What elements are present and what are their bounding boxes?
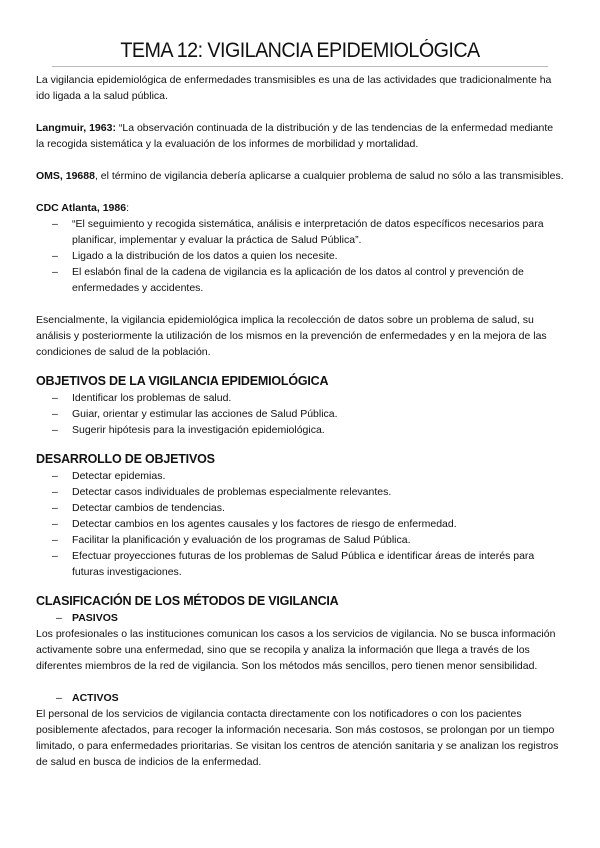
list-item: – Efectuar proyecciones futuras de los problemas de Salud Pública e identificar áreas de interés para futuras investigaciones. bbox=[72, 548, 564, 580]
cdc-list bbox=[36, 216, 564, 296]
list-item: – Sugerir hipótesis para la investigación epidemiológica. bbox=[72, 422, 564, 438]
langmuir-paragraph bbox=[36, 120, 564, 152]
objetivos-heading: OBJETIVOS DE LA VIGILANCIA EPIDEMIOLÓGICA bbox=[36, 374, 329, 388]
desarrollo-list bbox=[36, 468, 564, 580]
clasificacion-heading: CLASIFICACIÓN DE LOS MÉTODOS DE VIGILANCIA bbox=[36, 594, 339, 608]
cdc-suffix: : bbox=[126, 202, 129, 214]
list-item: – “El seguimiento y recogida sistemática, análisis e interpretación de datos específicos necesarios para planificar, implementar y evaluar la práctica de Salud Pública”. bbox=[72, 216, 564, 248]
objetivos-list bbox=[36, 390, 564, 438]
activos-paragraph: El personal de los servicios de vigilancia contacta directamente con los notificadores o con los pacientes posiblemente afectados, para recoger la información necesaria. Son más costosos, se prolongan por un tiempo limitado, o para enfermedades prioritarias. Se visitan los centros de atención sanitaria y se analizan los registros de salud en busca de indicios de la enfermedad. bbox=[36, 708, 559, 768]
summary-paragraph: Esencialmente, la vigilancia epidemiológica implica la recolección de datos sobre un problema de salud, su análisis y posteriormente la utilización de los mismos en la prevención de enfermedades y en la mejora de las condiciones de salud de la población. bbox=[36, 314, 547, 358]
list-item: – Facilitar la planificación y evaluación de los programas de Salud Pública. bbox=[72, 532, 564, 548]
list-item: – Detectar cambios de tendencias. bbox=[72, 500, 564, 516]
oms-text: , el término de vigilancia debería aplicarse a cualquier problema de salud no sólo a las transmisibles. bbox=[94, 170, 564, 182]
list-item: – Guiar, orientar y estimular las acciones de Salud Pública. bbox=[72, 406, 564, 422]
cdc-heading bbox=[36, 200, 564, 216]
pasivos-paragraph: Los profesionales o las instituciones comunican los casos a los servicios de vigilancia. No se busca información activamente sobre una enfermedad, sino que se recopila y analiza la información que llega a través de los diferentes miembros de la red de vigilancia. Son los métodos más sencillos, pero tienen menor sensibilidad. bbox=[36, 628, 556, 672]
desarrollo-heading: DESARROLLO DE OBJETIVOS bbox=[36, 452, 215, 466]
list-item: – Ligado a la distribución de los datos a quien los necesite. bbox=[72, 248, 564, 264]
page-title: TEMA 12: VIGILANCIA EPIDEMIOLÓGICA bbox=[52, 38, 548, 67]
oms-label: OMS, 19688 bbox=[36, 170, 95, 182]
cdc-label: CDC Atlanta, 1986 bbox=[36, 202, 127, 214]
intro-paragraph: La vigilancia epidemiológica de enfermedades transmisibles es una de las actividades que tradicionalmente ha ido ligada a la salud pública. bbox=[36, 74, 552, 102]
oms-paragraph bbox=[36, 168, 564, 184]
list-item: – Detectar casos individuales de problemas especialmente relevantes. bbox=[72, 484, 564, 500]
list-item: – Detectar cambios en los agentes causales y los factores de riesgo de enfermedad. bbox=[72, 516, 564, 532]
list-item: – Identificar los problemas de salud. bbox=[72, 390, 564, 406]
langmuir-text: “La observación continuada de la distribución y de las tendencias de la enfermedad mediante la recogida sistemática y la evaluación de los informes de morbilidad y mortalidad. bbox=[36, 122, 554, 150]
pasivos-subheading: – PASIVOS bbox=[36, 610, 564, 626]
list-item: – El eslabón final de la cadena de vigilancia es la aplicación de los datos al control y prevención de enfermedades y accidentes. bbox=[72, 264, 564, 296]
activos-subheading: – ACTIVOS bbox=[36, 690, 564, 706]
langmuir-label: Langmuir, 1963: bbox=[36, 122, 116, 134]
list-item: – Detectar epidemias. bbox=[72, 468, 564, 484]
